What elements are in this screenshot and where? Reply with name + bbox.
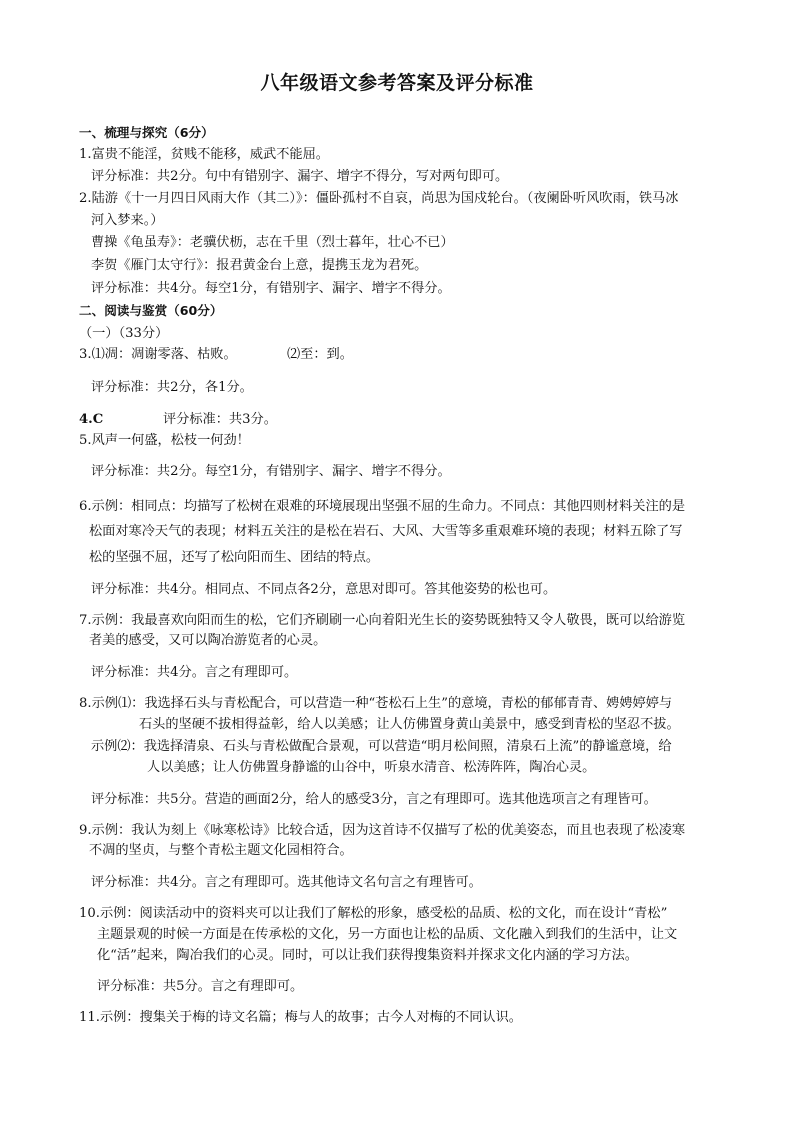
q10-answer-line1: 10.示例：阅读活动中的资料夹可以让我们了解松的形象，感受松的品质、松的文化，而在设计“青松”: [79, 906, 668, 921]
q10-score: 评分标准：共5分。言之有理即可。: [97, 979, 304, 994]
q3-answer-a: 3.⑴凋：凋谢零落、枯败。: [79, 347, 237, 362]
q2-answer-line3: 曹操《龟虽寿》：老骥伏枥，志在千里（烈士暮年，壮心不已）: [91, 235, 454, 250]
q5-answer: 5.风声一何盛，松枝一何劲！: [79, 433, 250, 448]
q2-answer-line2: 河入梦来。）: [91, 213, 164, 228]
q8-score: 评分标准：共5分。营造的画面2分，给人的感受3分，言之有理即可。选其他选项言之有理皆可。: [91, 792, 657, 807]
q11-answer: 11.示例：搜集关于梅的诗文名篇；梅与人的故事；古今人对梅的不同认识。: [79, 1010, 522, 1025]
page-title: 八年级语文参考答案及评分标准: [260, 72, 534, 94]
q8-answer-line3: 示例⑵：我选择清泉、石头与青松做配合景观，可以营造“明月松间照，清泉石上流”的静谧意境，给: [91, 739, 672, 754]
q4-answer: 4.C: [79, 412, 104, 427]
q8-answer-line1: 8.示例⑴：我选择石头与青松配合，可以营造一种“苍松石上生”的意境，青松的郁郁青青、娉娉婷婷与: [79, 696, 673, 711]
q9-answer-line1: 9.示例：我认为刻上《咏寒松诗》比较合适，因为这首诗不仅描写了松的优美姿态，而且也表现了松凌寒: [79, 823, 686, 838]
q4-score: 评分标准：共3分。: [163, 412, 277, 427]
q6-answer-line3: 松的坚强不屈，还写了松向阳而生、团结的特点。: [89, 550, 380, 565]
q8-answer-line4: 人以美感；让人仿佛置身静谧的山谷中，听泉水清音、松涛阵阵，陶冶心灵。: [147, 760, 596, 775]
q8-answer-line2: 石头的坚硬不拔相得益彰，给人以美感；让人仿佛置身黄山美景中，感受到青松的坚忍不拔。: [139, 717, 680, 732]
q9-score: 评分标准：共4分。言之有理即可。选其他诗文名句言之有理皆可。: [91, 875, 482, 890]
q6-score: 评分标准：共4分。相同点、不同点各2分，意思对即可。答其他姿势的松也可。: [91, 582, 557, 597]
section-2-heading: 二、阅读与鉴赏（60分）: [79, 303, 223, 318]
q2-score: 评分标准：共4分。每空1分，有错别字、漏字、增字不得分。: [91, 281, 451, 296]
q5-score: 评分标准：共2分。每空1分，有错别字、漏字、增字不得分。: [91, 464, 451, 479]
q2-answer-line4: 李贺《雁门太守行》：报君黄金台上意，提携玉龙为君死。: [91, 258, 428, 273]
q2-answer-line1: 2.陆游《十一月四日风雨大作（其二）》：僵卧孤村不自哀，尚思为国戍轮台。（夜阑卧听风吹雨，铁马冰: [79, 191, 679, 206]
q3-answer-b: ⑵至：到。: [287, 347, 353, 362]
q7-answer-line1: 7.示例：我最喜欢向阳而生的松，它们齐刷刷一心向着阳光生长的姿势既独特又令人敬畏，既可以给游览: [79, 613, 686, 628]
q1-score: 评分标准：共2分。句中有错别字、漏字、增字不得分，写对两句即可。: [91, 169, 509, 184]
section-1-heading: 一、梳理与探究（6分）: [79, 125, 214, 140]
q7-answer-line2: 者美的感受，又可以陶冶游览者的心灵。: [89, 633, 327, 648]
subsection-1-heading: （一）（33分）: [79, 326, 169, 341]
q10-answer-line2: 主题景观的时候一方面是在传承松的文化，另一方面也让松的品质、文化融入到我们的生活中，让文: [97, 927, 678, 942]
q6-answer-line1: 6.示例：相同点：均描写了松树在艰难的环境展现出坚强不屈的生命力。不同点：其他四则材料关注的是: [79, 499, 686, 514]
q6-answer-line2: 松面对寒冷天气的表现；材料五关注的是松在岩石、大风、大雪等多重艰难环境的表现；材料五除了写: [89, 524, 683, 539]
q9-answer-line2: 不凋的坚贞，与整个青松主题文化园相符合。: [89, 843, 353, 858]
q10-answer-line3: 化“活”起来，陶冶我们的心灵。同时，可以让我们获得搜集资料并探求文化内涵的学习方法。: [97, 948, 638, 963]
q1-answer: 1.富贵不能淫，贫贱不能移，威武不能屈。: [79, 147, 329, 162]
q3-score: 评分标准：共2分，各1分。: [91, 380, 253, 395]
q7-score: 评分标准：共4分。言之有理即可。: [91, 665, 298, 680]
